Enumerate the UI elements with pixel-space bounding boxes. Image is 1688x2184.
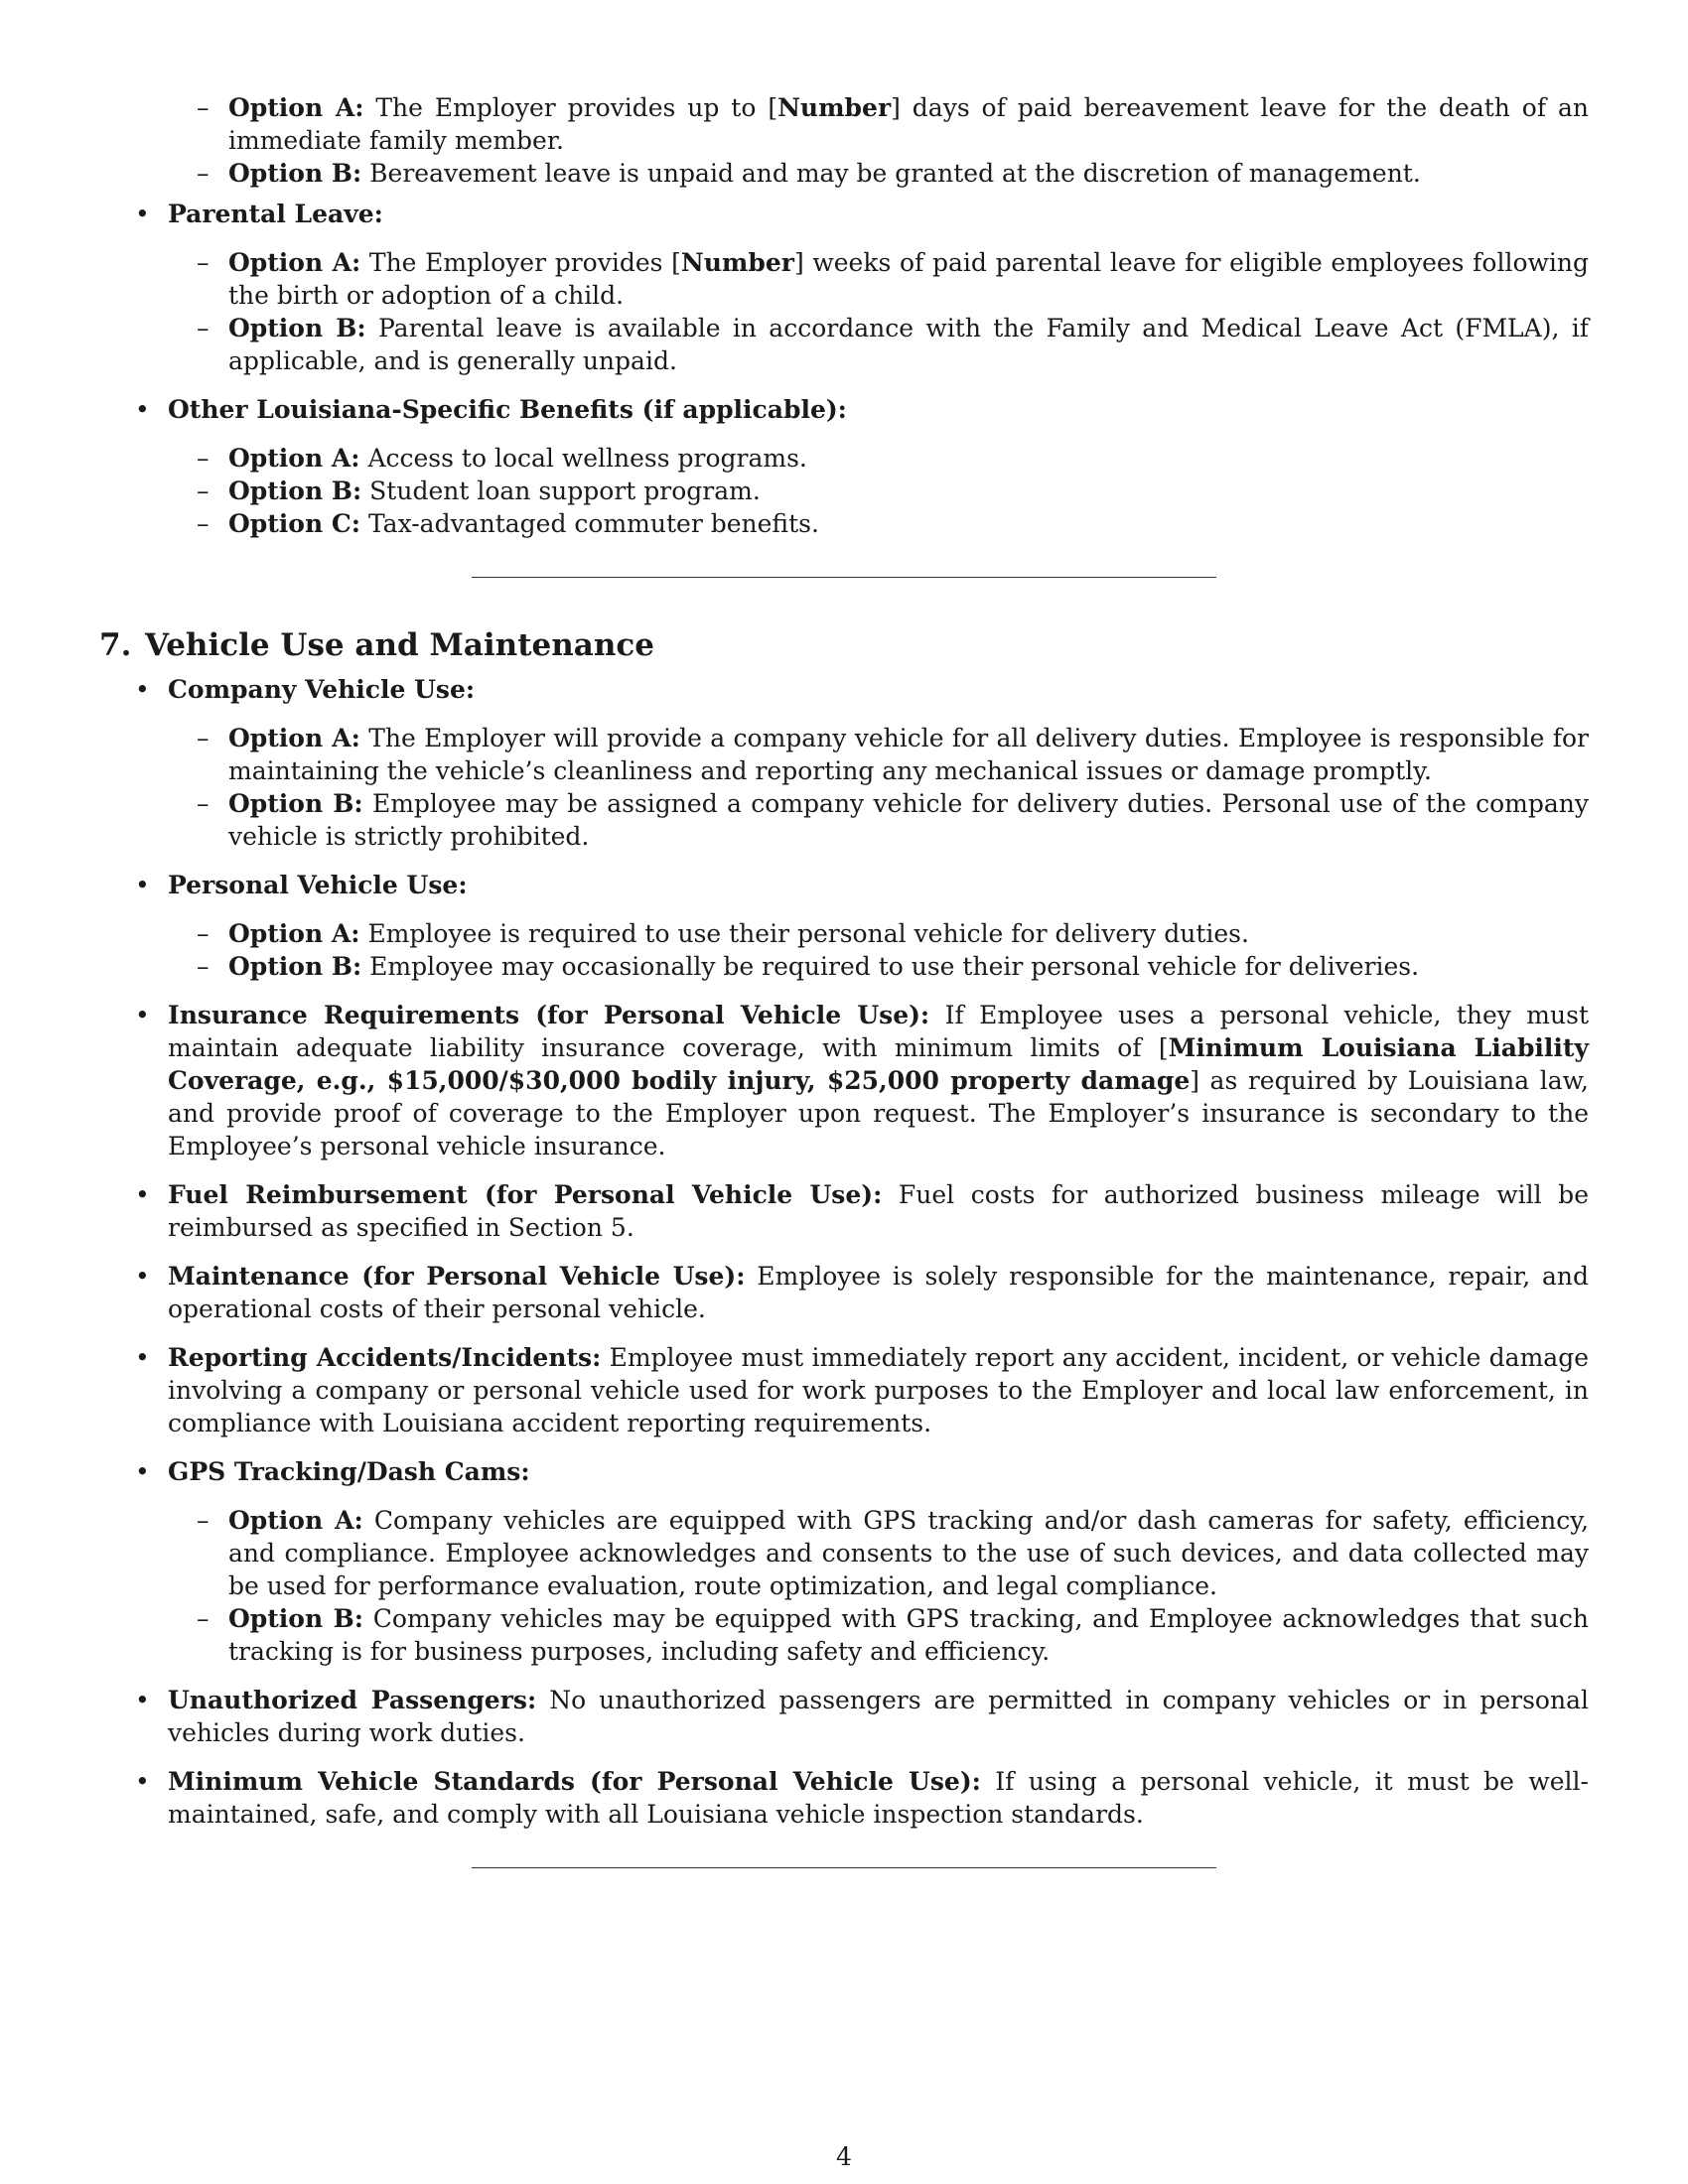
benefits-list [99,198,1589,540]
section-divider [472,577,1216,578]
option-label: Option B: [228,477,362,505]
bereavement-option-a [99,91,1589,157]
personal-vehicle-option-b [168,950,1589,983]
placeholder-term: Number [777,93,892,122]
insurance-item [99,999,1589,1162]
section-divider-bottom [472,1867,1216,1868]
option-text: The Employer provides [ [368,248,681,277]
option-label: Option A: [228,724,360,752]
option-label: Option A: [228,248,361,277]
option-label: Option B: [228,789,363,818]
page-content [99,91,1589,1868]
item-title: Personal Vehicle Use: [168,871,468,899]
parental-leave-item [99,198,1589,377]
item-title: Minimum Vehicle Standards (for Personal Vehicle Use): [168,1767,981,1796]
option-text: Access to local wellness programs. [367,444,807,473]
bereavement-option-b [99,157,1589,190]
option-text: Company vehicles may be equipped with GPS tracking, and Employee acknowledges that such tracking is for business purposes, including safety and efficiency. [228,1604,1589,1666]
option-text: Bereavement leave is unpaid and may be granted at the discretion of management. [369,159,1421,188]
item-text: ] as required by Louisiana law, and provide proof of coverage to the Employer upon request. The Employer’s insurance is secondary to the Employee’s personal vehicle insurance. [168,1066,1589,1160]
parental-option-b [168,312,1589,377]
company-vehicle-option-b [168,787,1589,853]
section-heading [99,625,1589,665]
option-text: ] weeks of paid parental leave for eligible employees following the birth or adoption of a child. [228,248,1590,310]
option-text: The Employer provides up to [ [375,93,778,122]
other-option-b [168,475,1589,507]
item-title: Reporting Accidents/Incidents: [168,1343,602,1372]
option-label: Option A: [228,93,364,122]
item-title: Parental Leave: [168,200,383,228]
option-label: Option A: [228,1506,363,1535]
option-label: Option A: [228,444,360,473]
other-benefits-item [99,393,1589,540]
standards-item [99,1765,1589,1831]
vehicle-list [99,673,1589,1831]
item-text: If using a personal vehicle, it must be well-maintained, safe, and comply with all Louisiana vehicle inspection standards. [168,1767,1589,1829]
other-option-c [168,507,1589,540]
maintenance-item [99,1260,1589,1325]
personal-vehicle-item [99,869,1589,983]
option-text: Employee may occasionally be required to use their personal vehicle for deliveries. [369,952,1420,981]
option-text: Tax-advantaged commuter benefits. [367,509,819,538]
company-vehicle-item [99,673,1589,853]
bereavement-options [99,91,1589,190]
fuel-item [99,1178,1589,1244]
placeholder-term: Number [680,248,794,277]
company-vehicle-option-a [168,722,1589,787]
option-text: The Employer will provide a company vehicle for all delivery duties. Employee is responsible for maintaining the vehicle’s cleanliness and reporting any mechanical issues or damage promptly. [228,724,1590,785]
item-title: Unauthorized Passengers: [168,1686,537,1714]
item-title: GPS Tracking/Dash Cams: [168,1457,530,1486]
option-label: Option B: [228,314,366,342]
gps-item [99,1455,1589,1668]
accidents-item [99,1341,1589,1439]
option-text: Company vehicles are equipped with GPS tracking and/or dash cameras for safety, efficiency, and compliance. Employee acknowledges and consents to the use of such devices, and data collected may be used for performance evaluation, route optimization, and legal compliance. [228,1506,1590,1600]
option-label: Option B: [228,952,362,981]
item-text: Employee must immediately report any accident, incident, or vehicle damage involving a company or personal vehicle used for work purposes to the Employer and local law enforcement, in compliance with Louisiana accident reporting requirements. [168,1343,1589,1437]
personal-vehicle-options [168,917,1589,983]
item-title: Other Louisiana-Specific Benefits (if applicable): [168,395,847,424]
option-text: Parental leave is available in accordance with the Family and Medical Leave Act (FMLA), if applicable, and is generally unpaid. [228,314,1589,375]
gps-option-a [168,1504,1589,1602]
option-text: Employee may be assigned a company vehicle for delivery duties. Personal use of the company vehicle is strictly prohibited. [228,789,1589,851]
option-text: Student loan support program. [369,477,761,505]
placeholder-term: Minimum Louisiana Liability Coverage, e.g., $15,000/$30,000 bodily injury, $25,000 property damage [168,1033,1589,1095]
option-text: Employee is required to use their personal vehicle for delivery duties. [367,919,1249,948]
item-title: Fuel Reimbursement (for Personal Vehicle Use): [168,1180,883,1209]
option-label: Option C: [228,509,360,538]
item-text: Fuel costs for authorized business mileage will be reimbursed as specified in Section 5. [168,1180,1589,1242]
personal-vehicle-option-a [168,917,1589,950]
parental-options [168,246,1589,377]
item-title: Maintenance (for Personal Vehicle Use): [168,1262,746,1291]
passengers-item [99,1684,1589,1749]
parental-option-a [168,246,1589,312]
section-title: Vehicle Use and Maintenance [145,627,655,663]
option-label: Option B: [228,159,362,188]
gps-options [168,1504,1589,1668]
section-number: 7. [99,627,132,663]
other-options [168,442,1589,540]
page-number: 4 [836,2142,852,2171]
option-text: ] days of paid bereavement leave for the death of an immediate family member. [228,93,1590,155]
item-text: If Employee uses a personal vehicle, they must maintain adequate liability insurance coverage, with minimum limits of [ [168,1001,1589,1062]
item-text: No unauthorized passengers are permitted in company vehicles or in personal vehicles during work duties. [168,1686,1589,1747]
other-option-a [168,442,1589,475]
company-vehicle-options [168,722,1589,853]
gps-option-b [168,1602,1589,1668]
item-title: Company Vehicle Use: [168,675,476,704]
option-label: Option A: [228,919,360,948]
option-label: Option B: [228,1604,364,1633]
item-title: Insurance Requirements (for Personal Vehicle Use): [168,1001,930,1029]
item-text: Employee is solely responsible for the maintenance, repair, and operational costs of their personal vehicle. [168,1262,1590,1323]
